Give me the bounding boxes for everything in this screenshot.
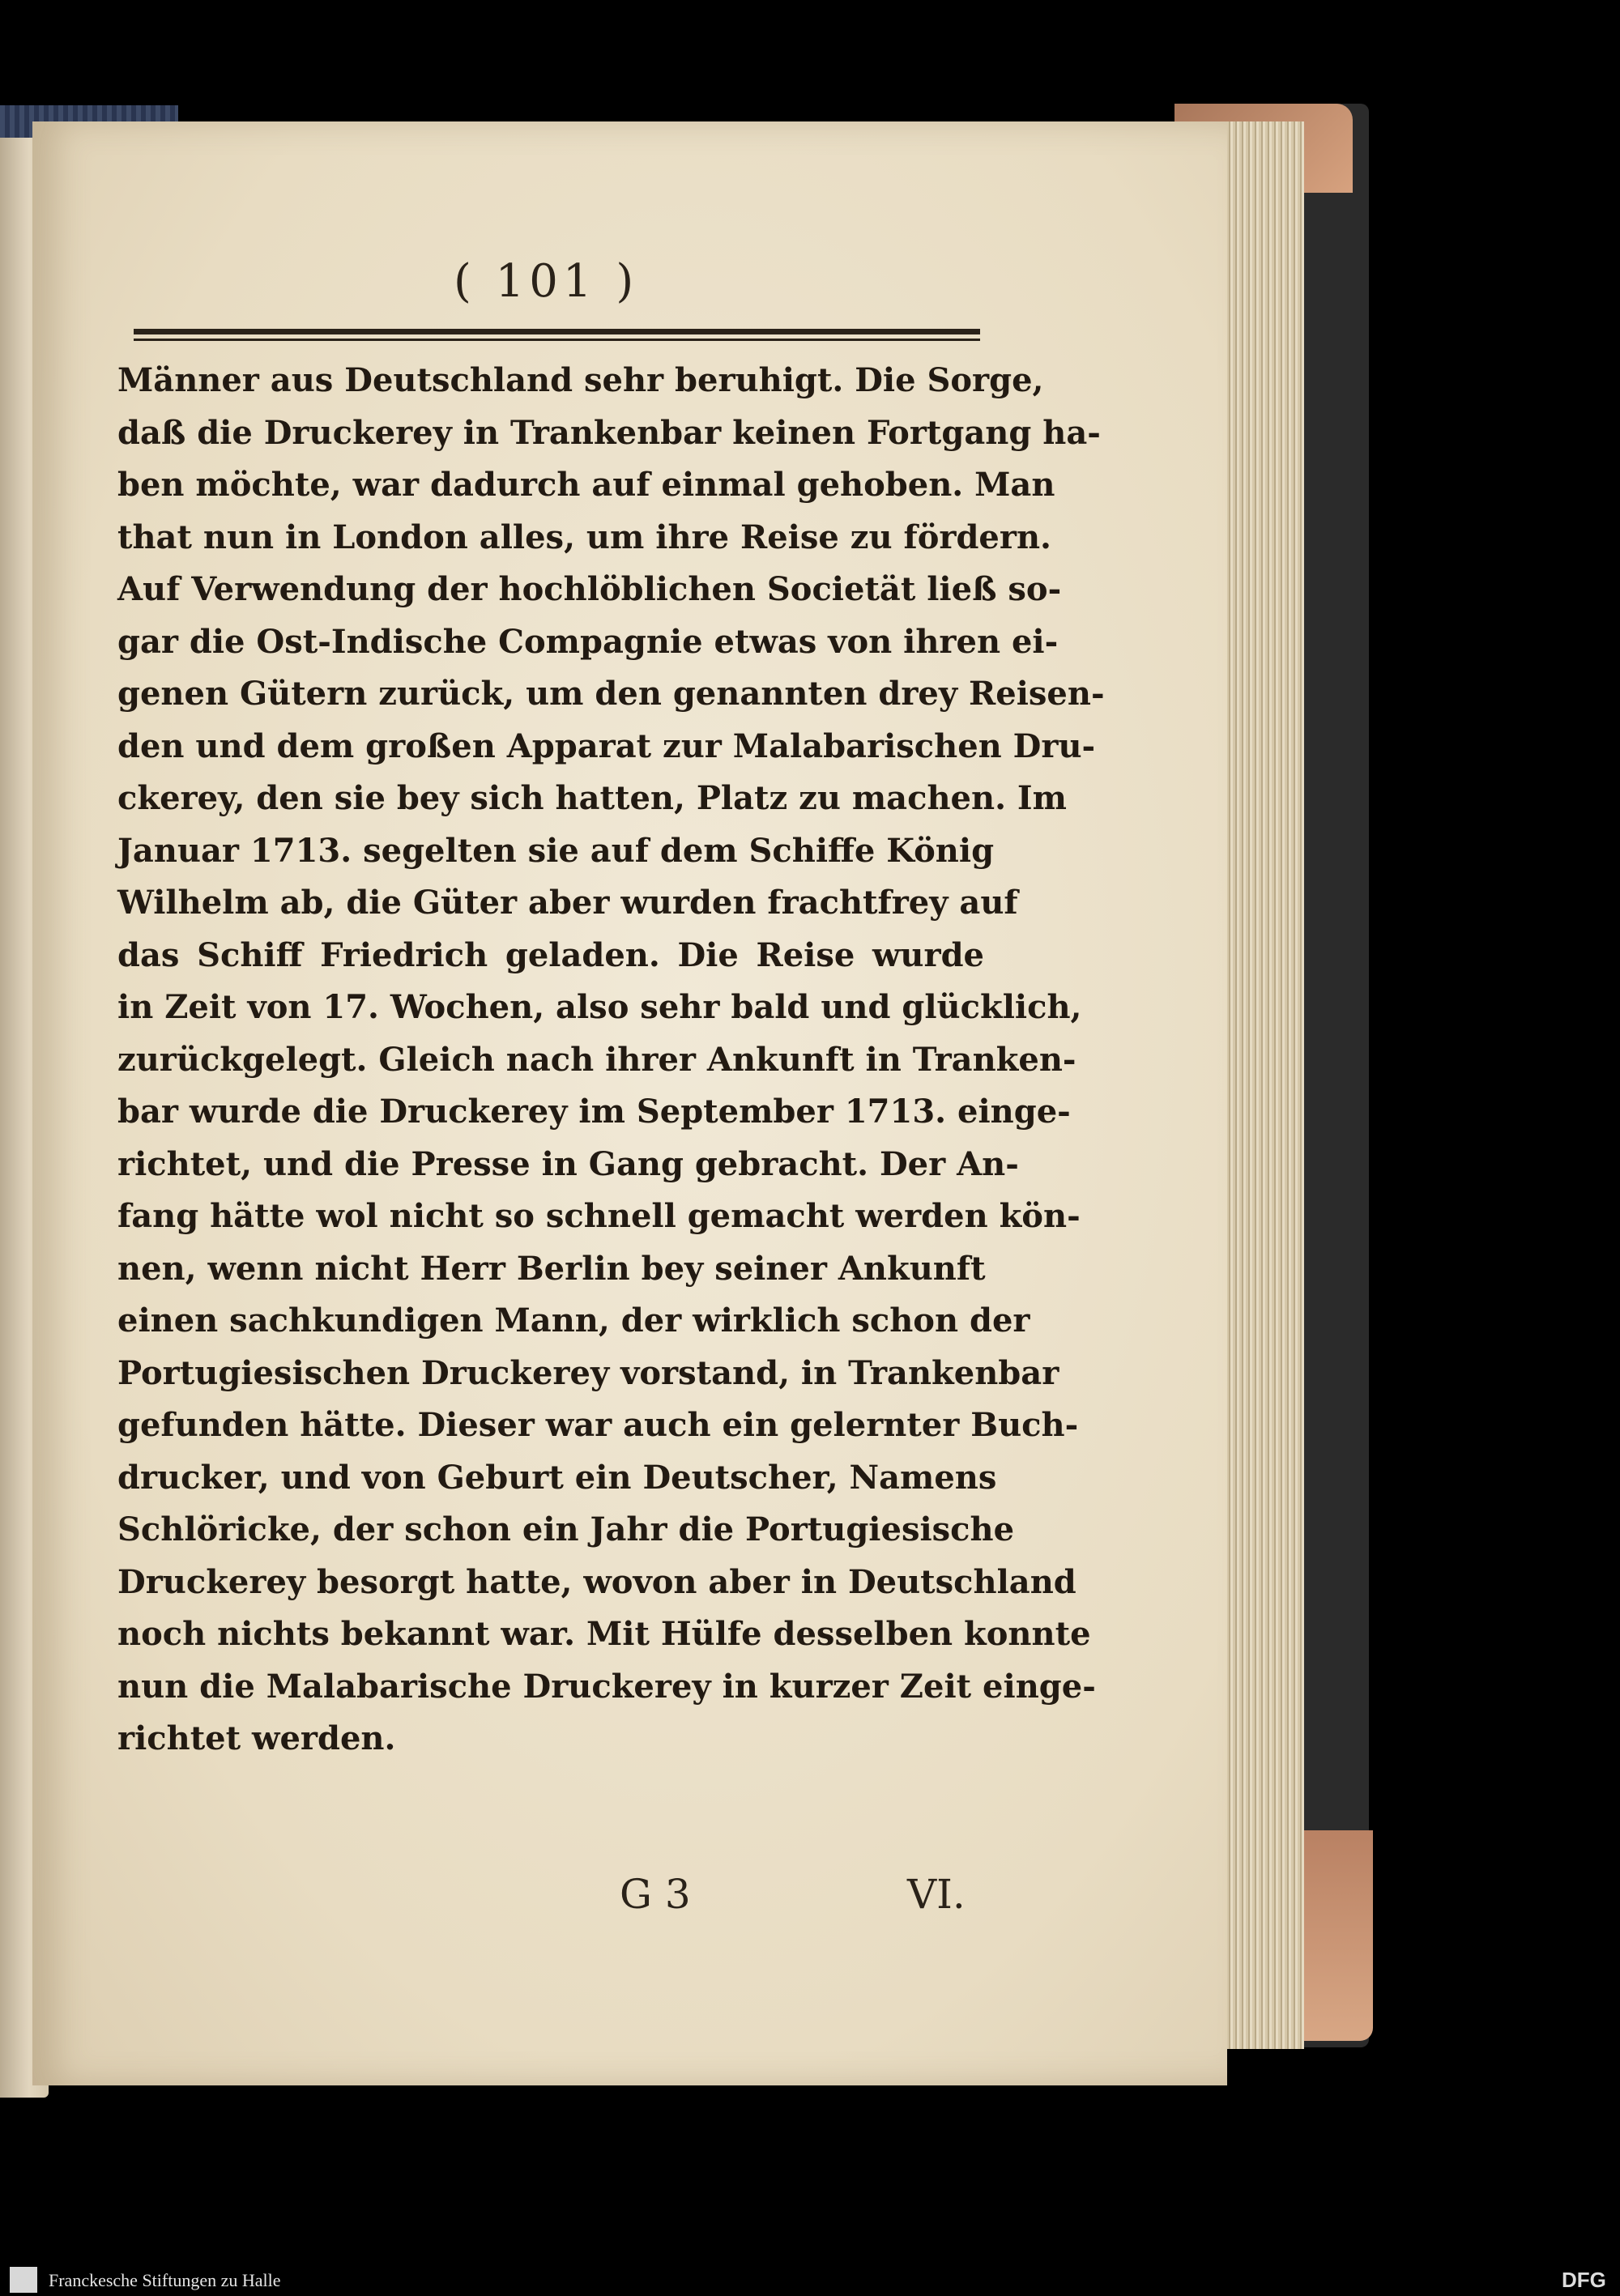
header-rule-thin	[134, 339, 980, 341]
text-line: nen, wenn nicht Herr Berlin bey seiner Ankunft	[117, 1249, 986, 1288]
text-line: ben möchte, war dadurch auf einmal gehoben. Man	[117, 466, 1055, 504]
text-line: einen sachkundigen Mann, der wirklich schon der	[117, 1301, 1030, 1340]
text-line: gefunden hätte. Dieser war auch ein gelernter Buch-	[117, 1406, 1079, 1444]
text-line: Portugiesischen Druckerey vorstand, in Trankenbar	[117, 1353, 1059, 1392]
institution-logo-icon	[10, 2267, 37, 2293]
text-line: den und dem großen Apparat zur Malabarischen Dru-	[117, 726, 1096, 765]
body-text	[117, 355, 1105, 1766]
text-line: richtet, und die Presse in Gang gebracht. Der An-	[117, 1144, 1019, 1183]
text-line: Wilhelm ab, die Güter aber wurden frachtfrey auf	[117, 884, 1018, 922]
text-line: fang hätte wol nicht so schnell gemacht werden kön-	[117, 1197, 1081, 1235]
text-line: drucker, und von Geburt ein Deutscher, Namens	[117, 1458, 997, 1497]
header-rule-thick	[134, 329, 980, 334]
text-line: bar wurde die Druckerey im September 1713. einge-	[117, 1093, 1071, 1131]
text-line: Auf Verwendung der hochlöblichen Societät ließ so-	[117, 570, 1062, 608]
text-line: ckerey, den sie bey sich hatten, Platz zu machen. Im	[117, 779, 1067, 817]
text-line: das Schiff Friedrich geladen. Die Reise wurde	[117, 935, 984, 974]
text-line: Schlöricke, der schon ein Jahr die Portugiesische	[117, 1510, 1015, 1548]
page-header: ( 101 )	[454, 255, 639, 308]
text-line: richtet werden.	[117, 1719, 396, 1757]
text-line: gar die Ost-Indische Compagnie etwas von ihren ei-	[117, 622, 1059, 661]
text-line: noch nichts bekannt war. Mit Hülfe desselben konnte	[117, 1615, 1091, 1653]
text-line: Männer aus Deutschland sehr beruhigt. Die Sorge,	[117, 361, 1044, 399]
text-line: daß die Druckerey in Trankenbar keinen Fortgang ha-	[117, 413, 1101, 452]
dfg-logo: DFG	[1562, 2268, 1606, 2292]
text-line: Druckerey besorgt hatte, wovon aber in Deutschland	[117, 1562, 1076, 1601]
text-line: in Zeit von 17. Wochen, also sehr bald und glücklich,	[117, 988, 1082, 1026]
catchword: VI.	[907, 1871, 966, 1918]
text-line: Januar 1713. segelten sie auf dem Schiffe König	[117, 831, 995, 870]
institution-name: Franckesche Stiftungen zu Halle	[49, 2270, 281, 2290]
text-line: nun die Malabarische Druckerey in kurzer Zeit einge-	[117, 1667, 1096, 1706]
signature-mark: G 3	[620, 1871, 691, 1918]
text-line: that nun in London alles, um ihre Reise zu fördern.	[117, 518, 1051, 556]
text-line: genen Gütern zurück, um den genannten drey Reisen-	[117, 675, 1105, 713]
text-line: zurückgelegt. Gleich nach ihrer Ankunft in Tranken-	[117, 1040, 1076, 1079]
